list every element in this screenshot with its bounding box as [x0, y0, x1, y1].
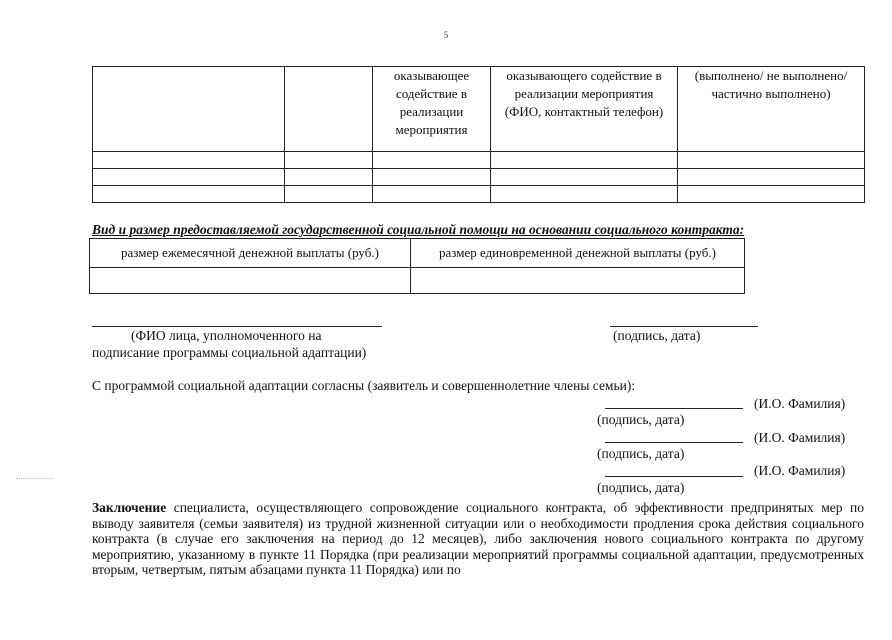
- signer-line[interactable]: [605, 476, 743, 477]
- table-header-row: [90, 239, 745, 268]
- signer-sign-label: (подпись, дата): [597, 480, 685, 495]
- table-row: [93, 186, 865, 203]
- table-header-cell: [93, 67, 285, 152]
- table-row: [90, 268, 745, 294]
- table-header-cell: оказывающего содействие в реализации мероприятия (ФИО, контактный телефон): [491, 67, 678, 152]
- table-cell[interactable]: [93, 169, 285, 186]
- monthly-payment-value[interactable]: [90, 268, 411, 294]
- signer-name-label: (И.О. Фамилия): [754, 430, 846, 445]
- table-cell[interactable]: [491, 169, 678, 186]
- signer-line[interactable]: [605, 408, 743, 409]
- lump-sum-payment-header: размер единовременной денежной выплаты (руб.): [411, 239, 745, 268]
- signer-name-label: (И.О. Фамилия): [754, 463, 846, 478]
- table-header-cell: (выполнено/ не выполнено/ частично выполнено): [678, 67, 865, 152]
- table-cell[interactable]: [678, 186, 865, 203]
- table-cell[interactable]: [678, 169, 865, 186]
- assistance-table: [89, 238, 745, 294]
- signer-sign-label: (подпись, дата): [597, 412, 685, 427]
- table-cell[interactable]: [373, 152, 491, 169]
- conclusion-text: специалиста, осуществляющего сопровождение социального контракта, об эффективности предпринятых мер по выводу заявителя (семьи заявителя) из трудной жизненной ситуации или о необходимости продления срока действия социального контракта (в случае его заключения на период до 12 месяцев), либо заключения нового социального контракта по другому мероприятию, указанному в пункте 11 Порядка (при реализации мероприятий программы социальной адаптации, предусмотренных вторым, четвертым, пятым абзацами пункта 11 Порядка) или по: [92, 500, 864, 577]
- authorized-label-line1: (ФИО лица, уполномоченного на: [131, 328, 322, 343]
- authorized-sign-label: (подпись, дата): [613, 328, 701, 343]
- page-number: 5: [443, 30, 449, 40]
- table-cell[interactable]: [491, 186, 678, 203]
- signer-sign-label: (подпись, дата): [597, 446, 685, 461]
- table-row: [93, 152, 865, 169]
- authorized-name-line[interactable]: [92, 326, 382, 327]
- table-cell[interactable]: [285, 169, 373, 186]
- signer-name-label: (И.О. Фамилия): [754, 396, 846, 411]
- table-header-cell: оказывающее содействие в реализации мероприятия: [373, 67, 491, 152]
- table-header-cell: [285, 67, 373, 152]
- table-row: [93, 169, 865, 186]
- table-cell[interactable]: [285, 186, 373, 203]
- signer-line[interactable]: [605, 442, 743, 443]
- table-cell[interactable]: [678, 152, 865, 169]
- lump-sum-payment-value[interactable]: [411, 268, 745, 294]
- agreement-text: С программой социальной адаптации согласны (заявитель и совершеннолетние члены семьи):: [92, 378, 636, 393]
- table-cell[interactable]: [93, 152, 285, 169]
- conclusion-paragraph: [92, 500, 864, 578]
- table-cell[interactable]: [373, 186, 491, 203]
- scan-artifact: [16, 478, 52, 479]
- authorized-sign-line[interactable]: [610, 326, 758, 327]
- table-header-row: [93, 67, 865, 152]
- measures-table: [92, 66, 865, 203]
- monthly-payment-header: размер ежемесячной денежной выплаты (руб.): [90, 239, 411, 268]
- assistance-section-title: Вид и размер предоставляемой государственной социальной помощи на основании социального контракта:: [92, 222, 745, 237]
- table-cell[interactable]: [373, 169, 491, 186]
- table-cell[interactable]: [285, 152, 373, 169]
- table-cell[interactable]: [93, 186, 285, 203]
- table-cell[interactable]: [491, 152, 678, 169]
- authorized-label-line2: подписание программы социальной адаптации): [92, 345, 367, 360]
- conclusion-bold-word: Заключение: [92, 500, 167, 515]
